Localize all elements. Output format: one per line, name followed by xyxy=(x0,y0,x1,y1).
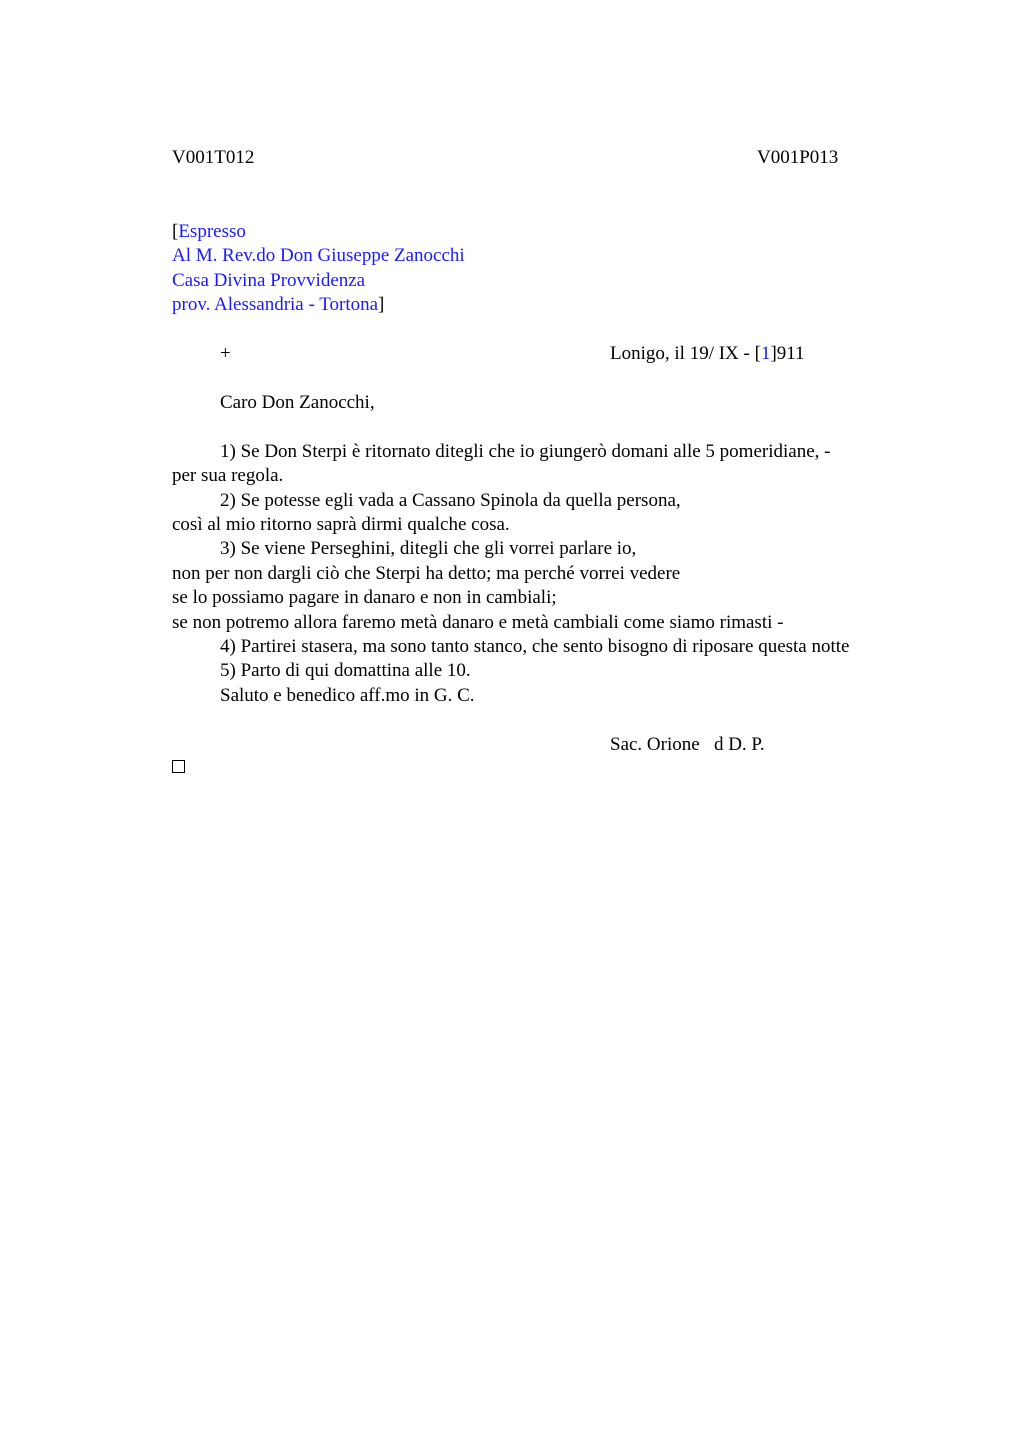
address-espresso: Espresso xyxy=(178,221,246,242)
address-line-2: Al M. Rev.do Don Giuseppe Zanocchi xyxy=(172,245,465,266)
salutation: Caro Don Zanocchi, xyxy=(220,392,375,413)
address-line-4 xyxy=(172,293,384,317)
document-code-right: V001P013 xyxy=(757,147,839,168)
date-suffix: ]911 xyxy=(770,343,805,364)
place-and-date xyxy=(610,342,805,366)
address-city: prov. Alessandria - Tortona xyxy=(172,294,379,315)
address-close-bracket: ] xyxy=(378,294,385,315)
item-3-line-1: 3) Se viene Perseghini, ditegli che gli vorrei parlare io, xyxy=(220,538,637,559)
closing-greeting: Saluto e benedico aff.mo in G. C. xyxy=(220,685,475,706)
item-3-line-2: non per non dargli ciò che Sterpi ha detto; ma perché vorrei vedere xyxy=(172,563,681,584)
item-2-line-1: 2) Se potesse egli vada a Cassano Spinola da quella persona, xyxy=(220,490,681,511)
address-open-bracket: [ xyxy=(172,221,179,242)
signature: Sac. Orione d D. P. xyxy=(610,734,765,755)
item-5: 5) Parto di qui domattina alle 10. xyxy=(220,660,471,681)
item-4: 4) Partirei stasera, ma sono tanto stanco, che sento bisogno di riposare questa notte xyxy=(220,636,850,657)
address-line-3: Casa Divina Provvidenza xyxy=(172,270,366,291)
item-1-line-1: 1) Se Don Sterpi è ritornato ditegli che io giungerò domani alle 5 pomeridiane, - xyxy=(220,441,831,462)
item-3-line-3: se lo possiamo pagare in danaro e non in cambiali; xyxy=(172,587,557,608)
cross-symbol: + xyxy=(220,343,231,364)
end-of-letter-square xyxy=(172,760,185,773)
item-1-line-2: per sua regola. xyxy=(172,465,284,486)
address-line-1 xyxy=(172,220,246,244)
item-3-line-4: se non potremo allora faremo metà danaro e metà cambiali come siamo rimasti - xyxy=(172,612,784,633)
date-prefix: Lonigo, il 19/ IX - [ xyxy=(610,343,761,364)
document-code-left: V001T012 xyxy=(172,147,255,168)
item-2-line-2: così al mio ritorno saprà dirmi qualche cosa. xyxy=(172,514,510,535)
date-year-insert: 1 xyxy=(760,343,771,364)
